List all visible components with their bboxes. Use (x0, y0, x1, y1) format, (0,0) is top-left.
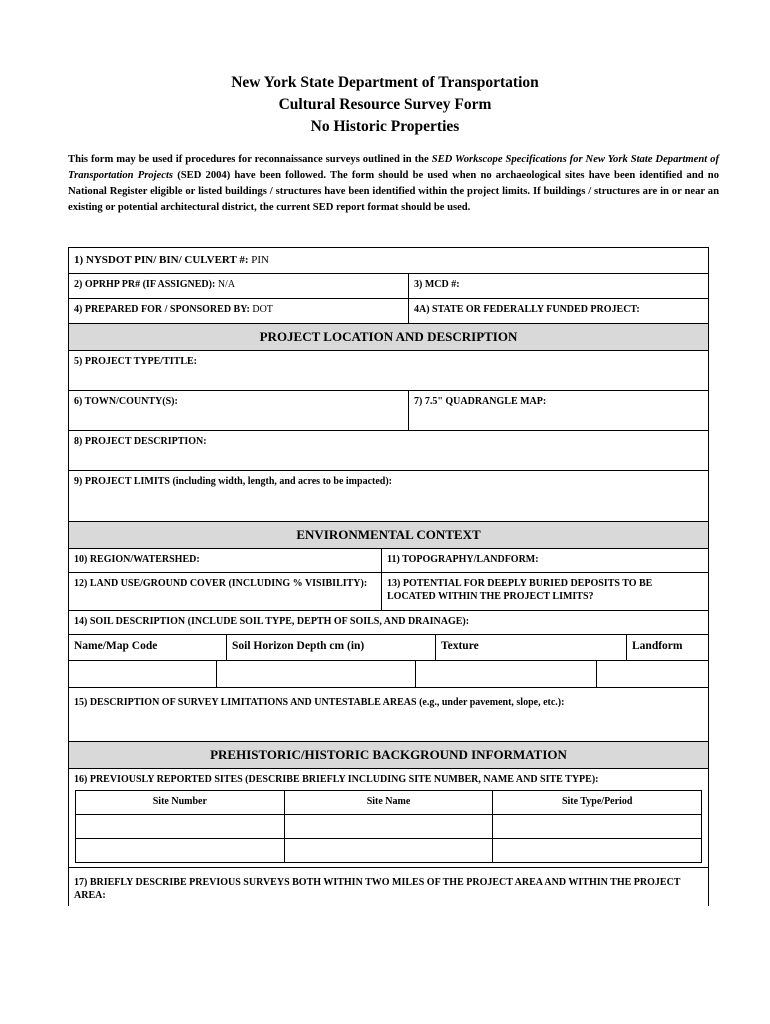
intro-italic: SED Workscope Specifications for New York State Department of Transportation Projects (68, 154, 719, 181)
soil-col-landform: Landform (626, 635, 708, 660)
soil-col-texture: Texture (435, 635, 626, 660)
field-13[interactable]: 13) POTENTIAL FOR DEEPLY BURIED DEPOSITS TO BE LOCATED WITHIN THE PROJECT LIMITS? (381, 573, 708, 610)
field-1[interactable] (69, 248, 708, 273)
field-2-value: N/A (217, 279, 236, 290)
sites-cell[interactable] (284, 839, 493, 862)
soil-col-name: Name/Map Code (74, 640, 158, 652)
field-7[interactable]: 7) 7.5" QUADRANGLE MAP: (408, 391, 708, 430)
intro-text-2: (SED 2004) have been followed. The form should be used when no archaeological sites have been identified and no National Register eligible or listed buildings / structures have been identified within the project limits. If buildings / structures are in or near an existing or potential architectural district, the current SED report format should be used. (68, 170, 719, 213)
sites-cell[interactable] (284, 815, 493, 838)
row-16 (69, 769, 708, 868)
row-10 (69, 549, 708, 573)
field-8[interactable]: 8) PROJECT DESCRIPTION: (74, 436, 207, 447)
table-row (76, 815, 701, 839)
field-2-label: 2) OPRHP PR# (IF ASSIGNED): (74, 279, 216, 290)
sites-col-name: Site Name (284, 791, 493, 814)
sites-col-type: Site Type/Period (492, 791, 701, 814)
row-5 (69, 351, 708, 391)
title-line-2: Cultural Resource Survey Form (278, 96, 492, 113)
row-15 (69, 688, 708, 742)
soil-table-row (69, 661, 708, 688)
field-14[interactable]: 14) SOIL DESCRIPTION (INCLUDE SOIL TYPE, DEPTH OF SOILS, AND DRAINAGE): (74, 616, 470, 627)
table-row (76, 839, 701, 863)
field-4a[interactable] (408, 299, 708, 323)
sites-cell[interactable] (76, 815, 284, 838)
row-14 (69, 611, 708, 635)
row-4 (69, 299, 708, 324)
row-2 (69, 274, 708, 299)
row-17 (69, 868, 708, 906)
survey-form (68, 247, 709, 906)
field-3-label: 3) MCD #: (414, 279, 460, 290)
sites-cell[interactable] (492, 815, 701, 838)
sites-cell[interactable] (492, 839, 701, 862)
field-3[interactable] (408, 274, 708, 298)
field-10[interactable]: 10) REGION/WATERSHED: (74, 554, 200, 565)
field-4-value: DOT (252, 304, 273, 315)
sites-cell[interactable] (76, 839, 284, 862)
field-5[interactable]: 5) PROJECT TYPE/TITLE: (74, 356, 197, 367)
intro-text-1: This form may be used if procedures for reconnaissance surveys outlined in the (68, 154, 432, 165)
sites-table (75, 790, 702, 863)
field-4a-label: 4A) STATE OR FEDERALLY FUNDED PROJECT: (414, 304, 640, 315)
field-17[interactable]: 17) BRIEFLY DESCRIBE PREVIOUS SURVEYS BOTH WITHIN TWO MILES OF THE PROJECT AREA AND WITHIN THE PROJECT AREA: (74, 877, 681, 901)
row-1 (69, 247, 708, 274)
field-4-label: 4) PREPARED FOR / SPONSORED BY: (74, 304, 250, 315)
section-project-location: PROJECT LOCATION AND DESCRIPTION (69, 324, 708, 351)
section-background-info: PREHISTORIC/HISTORIC BACKGROUND INFORMATION (69, 742, 708, 769)
row-6 (69, 391, 708, 431)
soil-table-header (69, 635, 708, 661)
field-2[interactable] (69, 274, 408, 298)
row-8 (69, 431, 708, 471)
sites-col-number: Site Number (152, 796, 207, 807)
field-16: 16) PREVIOUSLY REPORTED SITES (DESCRIBE BRIEFLY INCLUDING SITE NUMBER, NAME AND SITE TYPE): (74, 774, 599, 785)
soil-cell[interactable] (216, 661, 415, 687)
field-6[interactable]: 6) TOWN/COUNTY(S): (74, 396, 178, 407)
field-11[interactable]: 11) TOPOGRAPHY/LANDFORM: (381, 549, 708, 572)
soil-cell[interactable] (69, 661, 216, 687)
title-line-1: New York State Department of Transportation (231, 74, 539, 91)
sites-table-header (76, 791, 701, 815)
field-15[interactable]: 15) DESCRIPTION OF SURVEY LIMITATIONS AND UNTESTABLE AREAS (e.g., under pavement, slope, etc.): (74, 697, 565, 708)
section-environmental-context: ENVIRONMENTAL CONTEXT (69, 522, 708, 549)
row-9 (69, 471, 708, 522)
field-4[interactable] (69, 299, 408, 323)
intro-paragraph (68, 152, 719, 216)
row-12 (69, 573, 708, 611)
field-1-value: PIN (251, 254, 270, 266)
soil-cell[interactable] (596, 661, 708, 687)
field-1-label: 1) NYSDOT PIN/ BIN/ CULVERT #: (74, 254, 249, 266)
form-title (0, 72, 770, 138)
field-12[interactable]: 12) LAND USE/GROUND COVER (INCLUDING % VISIBILITY): (74, 578, 368, 589)
field-9[interactable]: 9) PROJECT LIMITS (including width, length, and acres to be impacted): (74, 476, 392, 487)
soil-col-horizon: Soil Horizon Depth cm (in) (226, 635, 435, 660)
title-line-3: No Historic Properties (310, 118, 460, 135)
soil-cell[interactable] (415, 661, 596, 687)
